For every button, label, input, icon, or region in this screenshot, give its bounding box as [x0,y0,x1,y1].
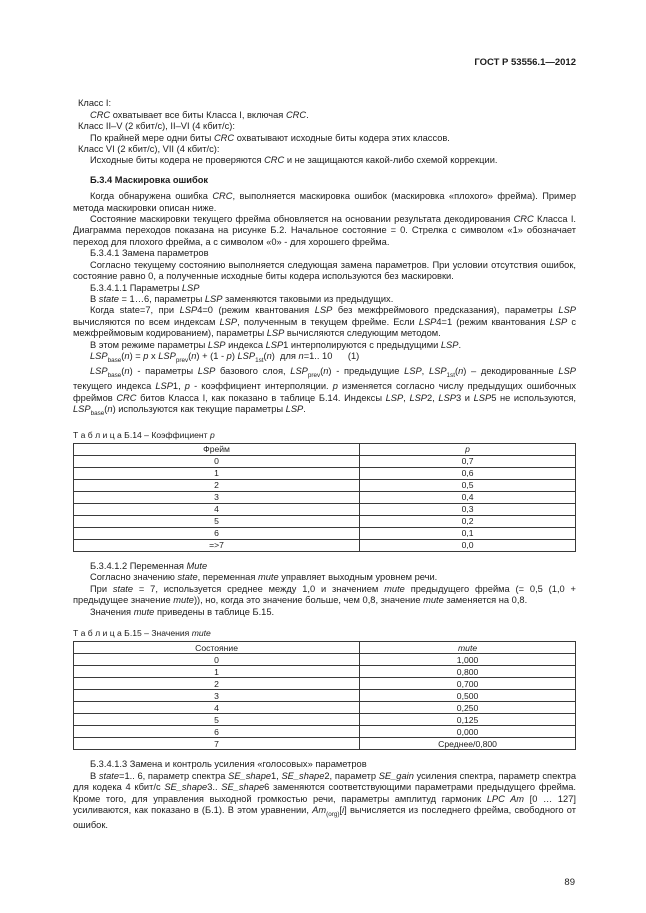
cell-p: 0,7 [360,455,576,467]
cell-mute: Среднее/0,800 [360,738,576,750]
table-row [74,527,576,539]
paragraph-state-update: Состояние маскировки текущего фрейма обновляется на основании результата декодирования CRC Класса I. Диаграмма переходов показана на рисунке Б.2. Начальное состояние = 0. Стрелка с символом «1» обозначает переход для плохого фрейма, а с символом «0» - для хорошего фрейма. [73,214,576,247]
subsection-heading-b341: Б.3.4.1 Замена параметров [90,248,209,259]
table-row [74,726,576,738]
cell-state: 5 [74,714,360,726]
table-row [74,666,576,678]
intro-class-desc-1: CRC охватывает все биты Класса I, включая CRC. [90,109,309,120]
table-b14-col-frame: Фрейм [74,443,360,455]
page-content [73,57,576,832]
cell-p: 0,3 [360,503,576,515]
doc-number: ГОСТ Р 53556.1—2012 [474,57,576,68]
paragraph-lsp-interp: В этом режиме параметры LSP индекса LSP1 интерполируются с предыдущими LSP. [90,339,462,350]
cell-state: 1 [74,666,360,678]
cell-mute: 0,700 [360,678,576,690]
table-row [74,503,576,515]
intro-class-label-1: Класс I: [78,98,112,109]
cell-state: 6 [74,726,360,738]
formula-lsp-base: $LSP_{base}(n) = p$ x $LSP_{prev}(n) + (1 - p)$ $LSP_{1st}(n)$ для n=1.. 10 (1) [90,350,360,364]
intro-class-label-2: Класс II–V (2 кбит/с), II–VI (4 кбит/с): [78,121,235,132]
table-b15-col-state: Состояние [74,642,360,654]
paragraph-mute-intro: Согласно значению state, переменная mute управляет выходным уровнем речи. [90,572,438,583]
cell-state: 2 [74,678,360,690]
table-row [74,539,576,551]
cell-frame: 2 [74,479,360,491]
section-heading-b34: Б.3.4 Маскировка ошибок [90,174,209,185]
cell-mute: 1,000 [360,654,576,666]
cell-mute: 0,125 [360,714,576,726]
cell-state: 3 [74,690,360,702]
table-row [74,738,576,750]
table-row [74,654,576,666]
table-row [74,491,576,503]
cell-mute: 0,500 [360,690,576,702]
paragraph-mute-state7: При state = 7, используется среднее между 1,0 и значением mute предыдущего фрейма (= 0,5 (1,0 + предыдущее значение mute)), но, когда это значение больше, чем 0,8, значение mute заменяется на 0,8. [73,583,576,606]
paragraph-mute-table-ref: Значения mute приведены в таблице Б.15. [90,606,275,617]
cell-frame: 5 [74,515,360,527]
cell-p: 0,1 [360,527,576,539]
paragraph-substitution: Согласно текущему состоянию выполняется следующая замена параметров. При условии отсутствия ошибок, состояние равно 0, а полученные исходные биты кодера используются без маскировки. [73,259,576,282]
subsection-heading-b3412: Б.3.4.1.2 Переменная Mute [90,560,208,571]
cell-mute: 0,800 [360,666,576,678]
cell-mute: 0,000 [360,726,576,738]
table-b14-header-row [74,443,576,455]
cell-p: 0,5 [360,479,576,491]
intro-class-desc-2: По крайней мере одни биты CRC охватывают исходные биты кодера этих классов. [90,132,450,143]
table-row [74,515,576,527]
paragraph-lsp-state7: Когда state=7, при LSP4=0 (режим квантования LSP без межфреймового предсказания), параметры LSP вычисляются по всем индексам LSP, полученным в текущем фрейме. Если LSP4=1 (режим квантования LSP с межфреймовым кодированием), параметры LSP вычисляются следующим методом. [73,305,576,339]
table-b15-col-mute: mute [360,642,576,654]
cell-frame: 6 [74,527,360,539]
page-number: 89 [564,877,575,888]
cell-frame: 3 [74,491,360,503]
subsection-heading-b3413: Б.3.4.1.3 Замена и контроль усиления «голосовых» параметров [90,759,367,770]
table-row [74,479,576,491]
cell-frame: 0 [74,455,360,467]
table-b15-header-row [74,642,576,654]
table-row [74,690,576,702]
table-row [74,678,576,690]
paragraph-lsp-state16: В state = 1…6, параметры LSP заменяются таковыми из предыдущих. [90,293,394,304]
cell-frame: 4 [74,503,360,515]
cell-state: 4 [74,702,360,714]
cell-state: 7 [74,738,360,750]
cell-state: 0 [74,654,360,666]
cell-mute: 0,250 [360,702,576,714]
table-b14 [73,443,576,552]
paragraph-gain-substitution: В state=1.. 6, параметр спектра SE_shape1, SE_shape2, параметр SE_gain усиления спектра, параметр спектра для кодека 4 кбит/с SE_shape3.. SE_shape6 заменяются соответствующими параметрами предыдущего фрейма. Кроме того, для управления выходной громкостью речи, параметры амплитуд гармоник LPC Am [0 … 127] усиливаются, как показано в (Б.1). В этом уравнении, $Am_{(org)}[i]$ вычисляется из последнего фрейма, свободного от ошибок. [73,770,577,831]
cell-p: 0,0 [360,539,576,551]
cell-frame: =>7 [74,539,360,551]
cell-p: 0,2 [360,515,576,527]
cell-p: 0,4 [360,491,576,503]
paragraph-masking-intro: Когда обнаружена ошибка CRC, выполняется маскировка ошибок (маскировка «плохого» фрейма). Пример метода маскировки описан ниже. [73,191,576,213]
intro-class-label-3: Класс VI (2 кбит/с), VII (4 кбит/с): [78,144,220,155]
table-b14-col-p: p [360,443,576,455]
table-b15-caption: Т а б л и ц а Б.15 – Значения mute [73,627,211,638]
cell-frame: 1 [74,467,360,479]
table-b14-caption: Т а б л и ц а Б.14 – Коэффициент p [73,429,215,440]
table-row [74,702,576,714]
table-row [74,467,576,479]
table-b15 [73,641,576,750]
table-row [74,455,576,467]
cell-p: 0,6 [360,467,576,479]
table-row [74,714,576,726]
paragraph-lsp-base-desc: $LSP_{base}(n)$ - параметры LSP базового слоя, $LSP_{prev}(n)$ - предыдущие LSP, $LSP_{1st}(n)$ – декодированные LSP текущего индекса LSP1, p - коэффициент интерполяции. p изменяется согласно числу предыдущих ошибочных фреймов CRC битов Класса I, как показано в таблице Б.14. Индексы LSP, LSP2, LSP3 и LSP5 не используются, $LSP_{base}(n)$ используются как текущие параметры LSP. [73,366,577,418]
intro-class-desc-3: Исходные биты кодера не проверяются CRC и не защищаются какой-либо схемой коррекции. [90,155,498,166]
subsection-heading-b3411: Б.3.4.1.1 Параметры LSP [90,282,200,293]
